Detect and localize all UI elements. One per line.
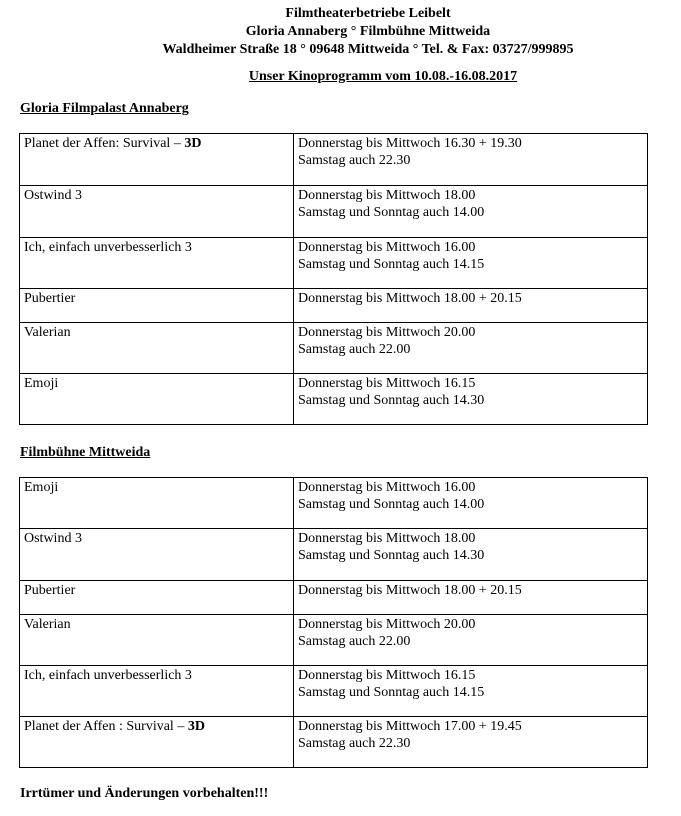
film-title-cell: Valerian: [20, 323, 294, 374]
schedule-table-mittweida: [19, 477, 648, 768]
table-row: [20, 186, 648, 238]
film-title-cell: Planet der Affen: Survival – 3D: [20, 134, 294, 186]
film-title-cell: Planet der Affen : Survival – 3D: [20, 717, 294, 768]
film-title-cell: Ich, einfach unverbesserlich 3: [20, 238, 294, 289]
film-title-cell: Emoji: [20, 478, 294, 529]
film-title-cell: Ich, einfach unverbesserlich 3: [20, 666, 294, 717]
showtimes-cell: Donnerstag bis Mittwoch 18.00 Samstag und Sonntag auch 14.30: [294, 529, 648, 581]
table-row: [20, 238, 648, 289]
3d-label: 3D: [184, 136, 202, 151]
showtimes-cell: Donnerstag bis Mittwoch 20.00 Samstag auch 22.00: [294, 323, 648, 374]
showtimes-cell: Donnerstag bis Mittwoch 18.00 + 20.15: [294, 289, 648, 323]
table-row: [20, 615, 648, 666]
address-contact: Waldheimer Straße 18 ° 09648 Mittweida ° Tel. & Fax: 03727/999895: [162, 42, 574, 57]
schedule-table-annaberg: [19, 133, 648, 425]
table-row: [20, 717, 648, 768]
3d-label: 3D: [187, 719, 205, 734]
film-title-cell: Pubertier: [20, 581, 294, 615]
table-row: [20, 289, 648, 323]
film-title-cell: Valerian: [20, 615, 294, 666]
table-row: [20, 529, 648, 581]
table-row: [20, 581, 648, 615]
section-title-annaberg: Gloria Filmpalast Annaberg: [20, 101, 189, 116]
table-row: [20, 666, 648, 717]
table-row: [20, 323, 648, 374]
film-title-cell: Ostwind 3: [20, 186, 294, 238]
showtimes-cell: Donnerstag bis Mittwoch 16.00 Samstag und Sonntag auch 14.00: [294, 478, 648, 529]
film-title-cell: Pubertier: [20, 289, 294, 323]
letterhead: [0, 5, 681, 59]
showtimes-cell: Donnerstag bis Mittwoch 17.00 + 19.45 Samstag auch 22.30: [294, 717, 648, 768]
program-title: Unser Kinoprogramm vom 10.08.-16.08.2017: [248, 69, 518, 84]
company-name: Filmtheaterbetriebe Leibelt: [285, 6, 451, 21]
cinema-names: Gloria Annaberg ° Filmbühne Mittweida: [245, 24, 491, 39]
showtimes-cell: Donnerstag bis Mittwoch 18.00 Samstag und Sonntag auch 14.00: [294, 186, 648, 238]
film-title-cell: Emoji: [20, 374, 294, 425]
disclaimer: Irrtümer und Änderungen vorbehalten!!!: [20, 786, 269, 801]
table-row: [20, 478, 648, 529]
showtimes-cell: Donnerstag bis Mittwoch 16.30 + 19.30 Samstag auch 22.30: [294, 134, 648, 186]
showtimes-cell: Donnerstag bis Mittwoch 16.00 Samstag und Sonntag auch 14.15: [294, 238, 648, 289]
showtimes-cell: Donnerstag bis Mittwoch 16.15 Samstag und Sonntag auch 14.15: [294, 666, 648, 717]
showtimes-cell: Donnerstag bis Mittwoch 18.00 + 20.15: [294, 581, 648, 615]
table-row: [20, 134, 648, 186]
showtimes-cell: Donnerstag bis Mittwoch 16.15 Samstag und Sonntag auch 14.30: [294, 374, 648, 425]
film-title-cell: Ostwind 3: [20, 529, 294, 581]
section-title-mittweida: Filmbühne Mittweida: [20, 445, 151, 460]
showtimes-cell: Donnerstag bis Mittwoch 20.00 Samstag auch 22.00: [294, 615, 648, 666]
table-row: [20, 374, 648, 425]
